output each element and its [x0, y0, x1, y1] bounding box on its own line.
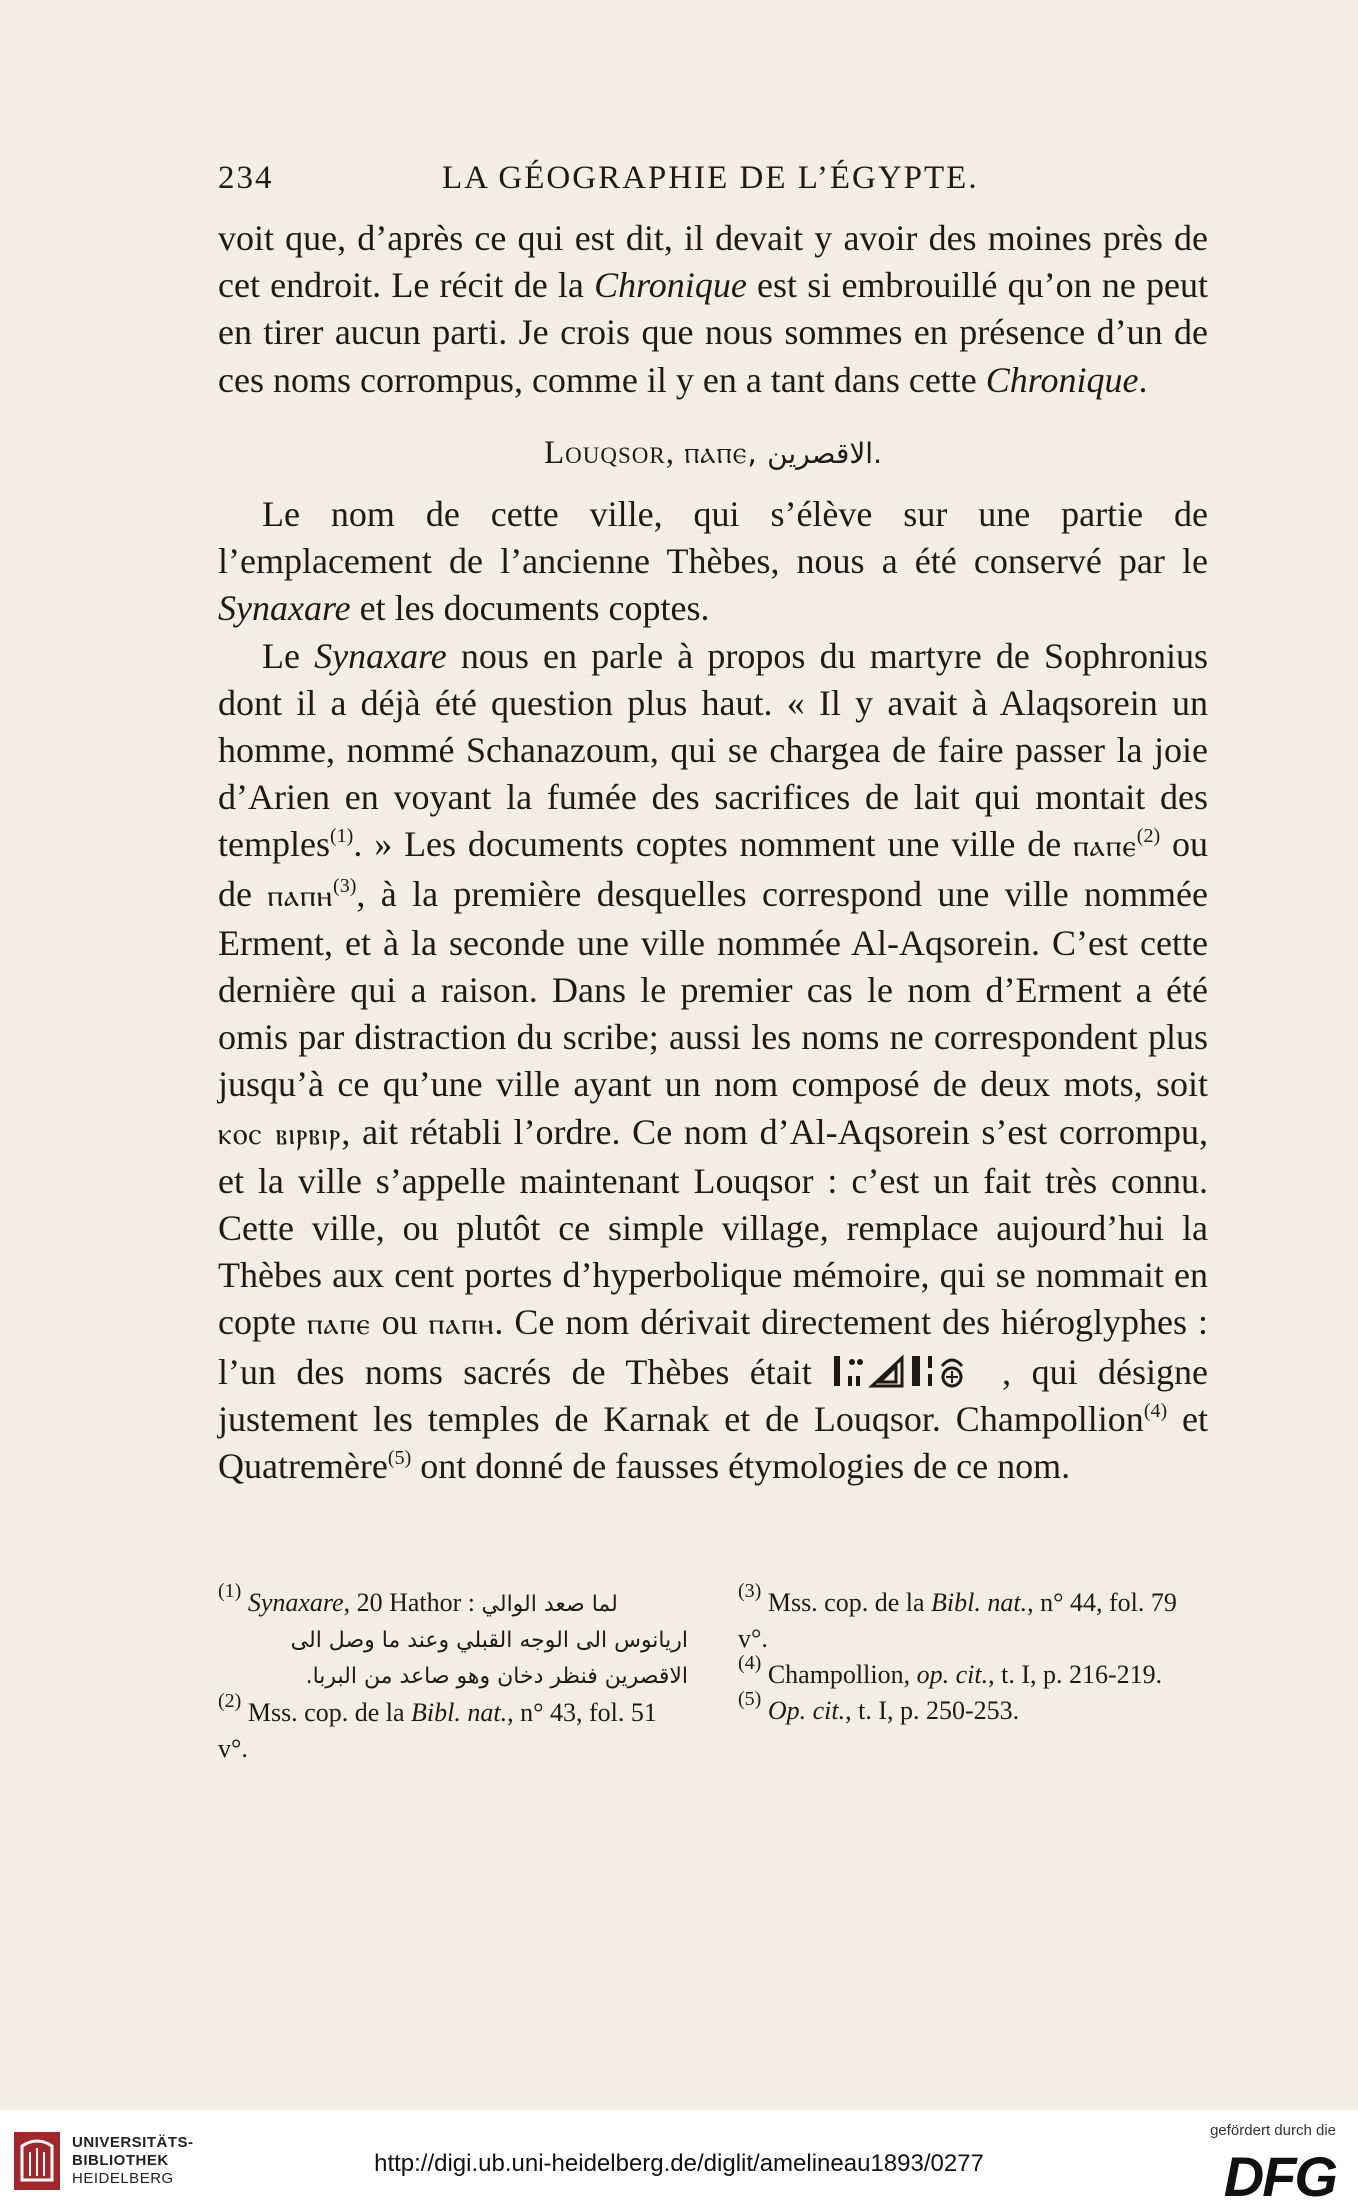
- footnote-4: $^{(4)}$ Champollion, op. cit., t. I, p. 216-219.: [738, 1652, 1163, 1689]
- footnote-1-arabic-3: الاقصرين فنظر دخان وهو صاعد من البربا.: [305, 1664, 688, 1689]
- dfg-logo[interactable]: DFG: [1223, 2145, 1336, 2208]
- footnote-1-arabic-2: اريانوس الى الوجه القبلي وعند ما وصل الى: [290, 1628, 688, 1653]
- footnote-1: $^{(1)}$ Synaxare, 20 Hathor : لما صعد الوالي: [218, 1580, 618, 1617]
- main-text: [218, 215, 1208, 1490]
- footnotes-right-column: [738, 1580, 1208, 1729]
- heading-latin: Louqsor,: [543, 434, 675, 471]
- footnote-5: $^{(5)}$ Op. cit., t. I, p. 250-253.: [738, 1688, 1020, 1725]
- footnote-ref-2[interactable]: (2): [1136, 825, 1161, 848]
- permalink-url[interactable]: http://digi.ub.uni-heidelberg.de/diglit/amelineau1893/0277: [374, 2150, 984, 2177]
- footnote-ref-5[interactable]: (5): [387, 1447, 412, 1470]
- footnote-2: $^{(2)}$ Mss. cop. de la Bibl. nat., n° 43, fol. 51 v°.: [218, 1690, 657, 1763]
- viewer-footer: [0, 2110, 1358, 2212]
- page-number: 234: [218, 160, 274, 196]
- footnote-ref-1[interactable]: (1): [329, 825, 354, 848]
- paragraph-2: Le nom de cette ville, qui s’élève sur une partie de l’emplacement de l’ancienne Thèbes, nous a été conservé par le Synaxare et les documents coptes.: [218, 494, 1208, 629]
- section-heading: [218, 430, 1208, 477]
- heading-arabic: الاقصرين.: [767, 436, 882, 470]
- institution-name: UNIVERSITÄTS- BIBLIOTHEK HEIDELBERG: [72, 2134, 194, 2187]
- hieroglyph-icon: [832, 1352, 1002, 1390]
- footnote-ref-4[interactable]: (4): [1143, 1399, 1168, 1422]
- running-title: LA GÉOGRAPHIE DE L’ÉGYPTE.: [442, 160, 979, 196]
- footnotes-left-column: [218, 1580, 688, 1767]
- paragraph-1: voit que, d’après ce qui est dit, il devait y avoir des moines près de cet endroit. Le récit de la Chronique est si embrouillé qu’on ne peut en tirer aucun parti. Je crois que nous sommes en présence d’un de ces noms corrompus, comme il y en a tant dans cette Chronique.: [218, 218, 1209, 400]
- running-header: [218, 160, 1208, 210]
- heading-coptic: ⲡⲁⲡⲉ,: [684, 435, 758, 471]
- footnotes: [218, 1580, 1208, 1785]
- footnote-ref-3[interactable]: (3): [333, 874, 357, 897]
- footnote-3: $^{(3)}$ Mss. cop. de la Bibl. nat., n° 44, fol. 79 v°.: [738, 1580, 1177, 1653]
- funding-label: gefördert durch die: [1210, 2122, 1336, 2139]
- paragraph-3: Le Synaxare nous en parle à propos du martyre de Sophronius dont il a déjà été question plus haut. « Il y avait à Alaqsorein un homme, nommé Schanazoum, qui se chargea de faire passer la joie d’Arien en voyant la fumée des sacrifices de lait qui montait des temples$^{(1)}$. » Les documents coptes nomment une ville de ⲡⲁⲡⲉ$^{(2)}$ ou de ⲡⲁⲡⲏ$^{(3)}$, à la première desquelles correspond une ville nommée Erment, et à la seconde une ville nommée Al-Aqsorein. C’est cette dernière qui a raison. Dans le premier cas le nom d’Erment a été omis par distraction du scribe; aussi les noms ne correspondent plus jusqu’à ce qu’une ville ayant un nom composé de deux mots, soit ⲕⲟⲥ ⲃⲓⲣⲃⲓⲣ, ait rétabli l’ordre. Ce nom d’Al-Aqsorein s’est corrompu, et la ville s’appelle maintenant Louqsor : c’est un fait très connu. Cette ville, ou plutôt ce simple village, remplace aujourd’hui la Thèbes aux cent portes d’hyperbolique mémoire, qui se nommait en copte ⲡⲁⲡⲉ ou ⲡⲁⲡⲏ. Ce nom dérivait directement des hiéroglyphes : l’un des noms sacrés de Thèbes était , qui désigne justement les temples de Karnak et de Louqsor. Champollion$^{(4)}$ et Quatremère$^{(5)}$ ont donné de fausses étymologies de ce nom.: [218, 635, 1209, 1487]
- footnote-1-arabic-1: لما صعد الوالي: [481, 1592, 618, 1617]
